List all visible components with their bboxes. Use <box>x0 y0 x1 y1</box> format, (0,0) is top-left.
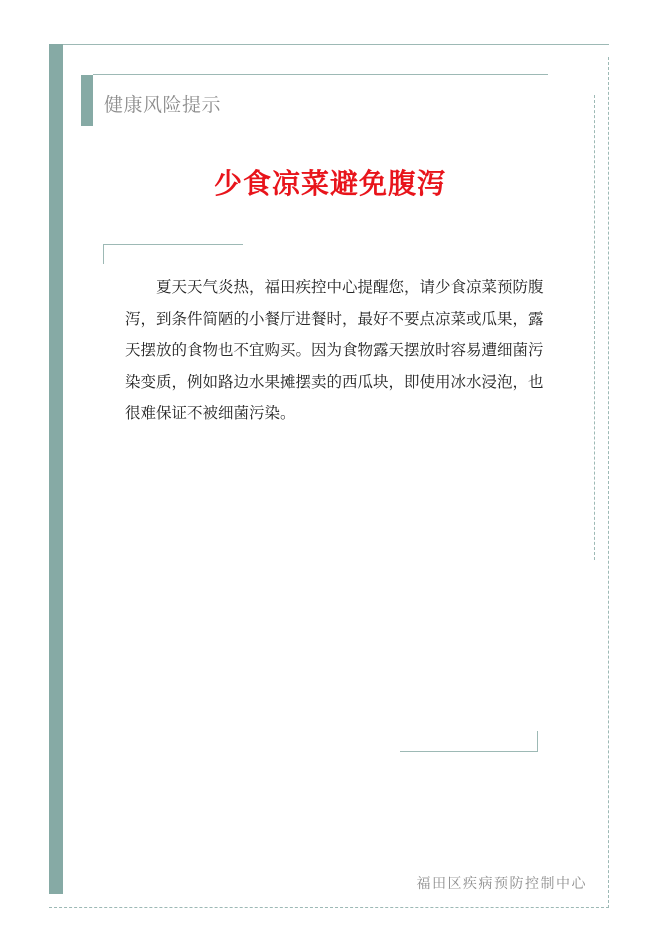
corner-bracket-bottom-right <box>400 751 538 752</box>
corner-bracket-top-left-vertical <box>103 244 104 264</box>
article-title: 少食凉菜避免腹泻 <box>213 167 446 200</box>
top-border-line <box>63 44 609 45</box>
corner-bracket-bottom-right-vertical <box>537 731 538 752</box>
article-body: 夏天天气炎热，福田疾控中心提醒您，请少食凉菜预防腹泻，到条件简陋的小餐厅进餐时，最好不要点凉菜或瓜果，露天摆放的食物也不宜购买。因为食物露天摆放时容易遭细菌污染变质，例如路边水果摊摆卖的西瓜块，即使用冰水浸泡，也很难保证不被细菌污染。 <box>125 278 544 422</box>
header-rule <box>93 74 548 75</box>
corner-bracket-top-left <box>103 244 243 245</box>
footer-organization: 福田区疾病预防控制中心 <box>416 876 587 892</box>
bottom-dashed-border <box>49 907 609 908</box>
header-tab-marker <box>81 75 93 126</box>
section-category-label: 健康风险提示 <box>104 94 222 116</box>
